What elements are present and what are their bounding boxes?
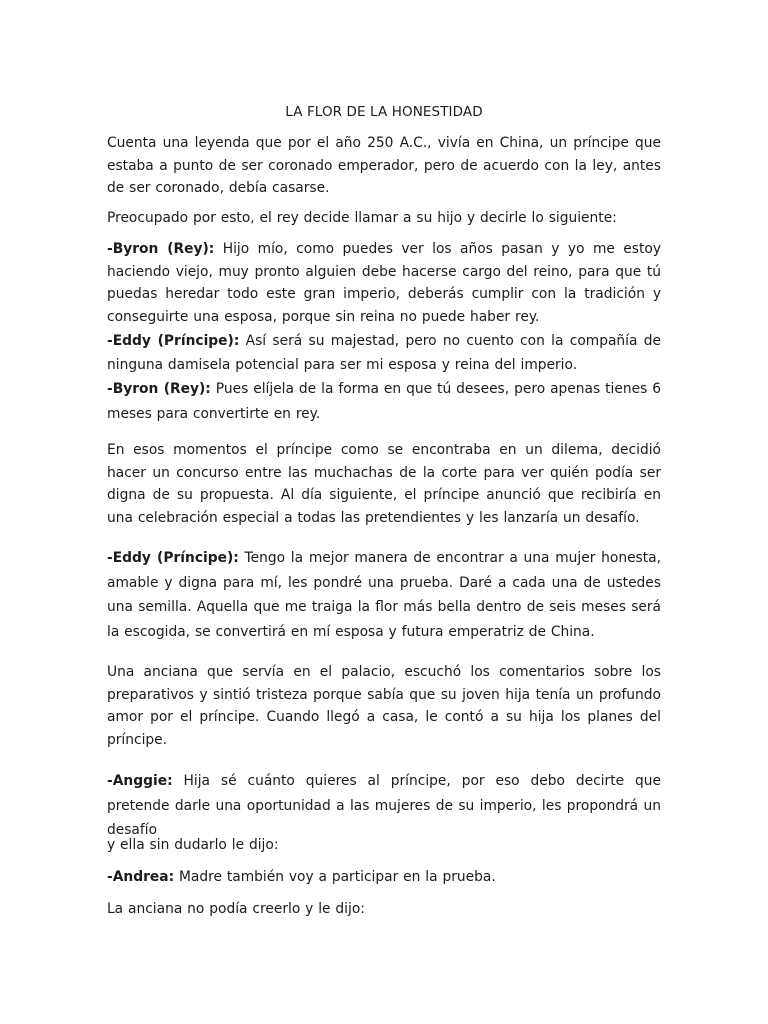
dialogue-block-prince-challenge	[107, 546, 661, 644]
dialogue-text: Así será su majestad, pero no cuento con la compañía de ninguna damisela potencial para ser mi esposa y reina del imperio.	[107, 332, 661, 373]
dialogue-text: Hija sé cuánto quieres al príncipe, por eso debo decirte que pretende darle una oportunidad a las mujeres de su imperio, les propondrá un desafío	[107, 773, 661, 838]
dialogue-block-anggie	[107, 769, 661, 843]
speaker-label: -Byron (Rey):	[107, 380, 211, 397]
speaker-label: -Andrea:	[107, 869, 175, 885]
speaker-label: -Anggie:	[107, 773, 173, 789]
paragraph-old-woman-disbelief: La anciana no podía creerlo y le dijo:	[107, 901, 365, 917]
speaker-label: -Byron (Rey):	[107, 241, 215, 257]
dialogue-line-prince-1	[107, 329, 661, 377]
dialogue-line-king-1	[107, 238, 661, 329]
paragraph-king-worried: Preocupado por esto, el rey decide llamar a su hijo y decirle lo siguiente:	[107, 210, 617, 226]
dialogue-block-king-prince	[107, 238, 661, 427]
paragraph-prince-dilemma: En esos momentos el príncipe como se encontraba en un dilema, decidió hacer un concurso entre las muchachas de la corte para ver quién podía ser digna de su propuesta. Al día siguiente, el príncipe anunció que recibiría en una celebración especial a todas las pretendientes y les lanzaría un desafío.	[107, 442, 661, 526]
speaker-label: -Eddy (Príncipe):	[107, 332, 240, 349]
speaker-label: -Eddy (Príncipe):	[107, 550, 239, 566]
dialogue-text: Pues elíjela de la forma en que tú desees, pero apenas tienes 6 meses para convertirte en rey.	[107, 380, 661, 422]
paragraph-she-said: y ella sin dudarlo le dijo:	[107, 837, 279, 853]
document-title: LA FLOR DE LA HONESTIDAD	[285, 104, 483, 120]
paragraph-old-woman: Una anciana que servía en el palacio, escuchó los comentarios sobre los preparativos y sintió tristeza porque sabía que su joven hija tenía un profundo amor por el príncipe. Cuando llegó a casa, le contó a su hija los planes del príncipe.	[107, 664, 661, 748]
document-page	[107, 0, 661, 1024]
dialogue-line-king-2	[107, 377, 661, 427]
dialogue-text: Hijo mío, como puedes ver los años pasan y yo me estoy haciendo viejo, muy pronto alguien debe hacerse cargo del reino, para que tú puedas heredar todo este gran imperio, deberás cumplir con la tradición y conseguirte una esposa, porque sin reina no puede haber rey.	[107, 241, 661, 326]
dialogue-text: Madre también voy a participar en la prueba.	[174, 869, 496, 885]
dialogue-block-andrea	[107, 866, 661, 889]
paragraph-intro: Cuenta una leyenda que por el año 250 A.C., vivía en China, un príncipe que estaba a punto de ser coronado emperador, pero de acuerdo con la ley, antes de ser coronado, debía casarse.	[107, 135, 661, 196]
dialogue-text: Tengo la mejor manera de encontrar a una mujer honesta, amable y digna para mí, les pondré una prueba. Daré a cada una de ustedes una semilla. Aquella que me traiga la flor más bella dentro de seis meses será la escogida, se convertirá en mí esposa y futura emperatriz de China.	[107, 550, 661, 640]
